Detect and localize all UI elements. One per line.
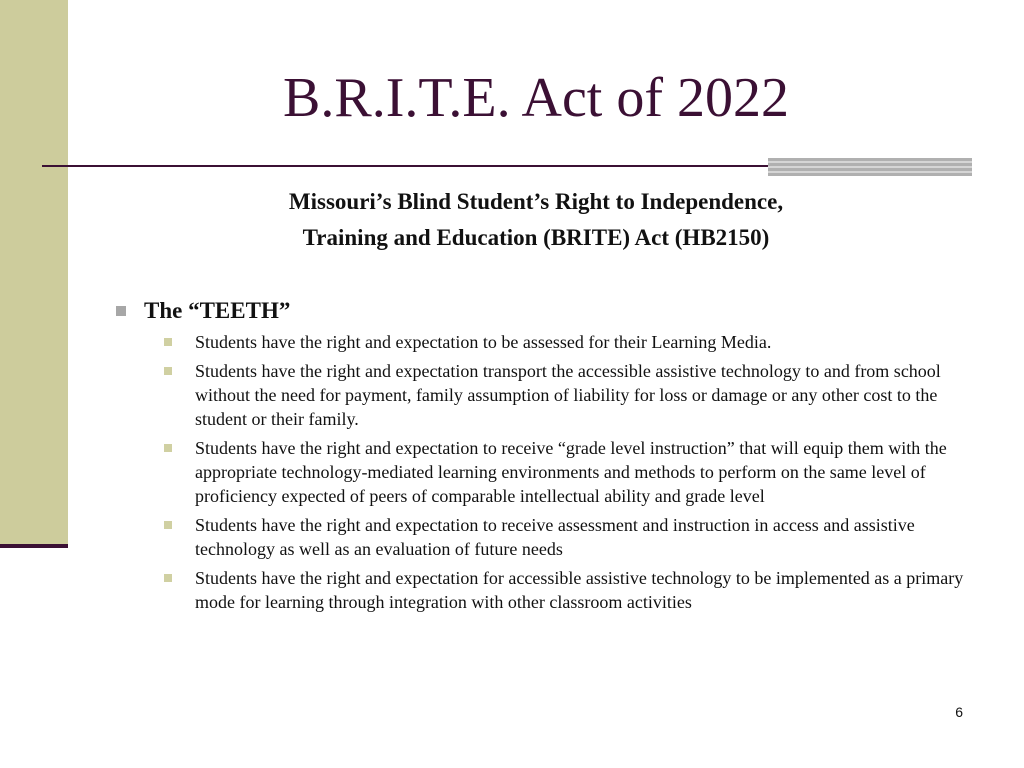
subtitle-line-1: Missouri’s Blind Student’s Right to Independence, xyxy=(288,189,784,214)
bullet-text: Students have the right and expectation transport the accessible assistive technology to and from school without the need for payment, family assumption of liability for loss or damage or any other cost to the student or their family. xyxy=(195,361,941,429)
bullet-list xyxy=(112,330,972,614)
slide-subtitle xyxy=(68,184,1004,256)
square-bullet-icon xyxy=(164,444,172,452)
bullet-text: Students have the right and expectation to receive assessment and instruction in access and assistive technology as well as an evaluation of future needs xyxy=(195,515,915,559)
slide-title: B.R.I.T.E. Act of 2022 xyxy=(282,67,790,129)
list-item xyxy=(112,513,972,561)
bullet-text: Students have the right and expectation for accessible assistive technology to be implemented as a primary mode for learning through integration with other classroom activities xyxy=(195,568,964,612)
left-decorative-band xyxy=(0,0,68,545)
section-heading: The “TEETH” xyxy=(144,298,291,323)
list-item xyxy=(112,436,972,508)
bullet-text: Students have the right and expectation to be assessed for their Learning Media. xyxy=(195,332,772,352)
square-bullet-icon xyxy=(164,521,172,529)
list-item xyxy=(112,359,972,431)
left-band-rule xyxy=(0,544,68,548)
list-item xyxy=(112,330,972,354)
square-bullet-icon xyxy=(164,367,172,375)
square-bullet-icon xyxy=(164,574,172,582)
square-bullet-icon xyxy=(164,338,172,346)
page-number: 6 xyxy=(955,704,963,720)
title-divider-accent xyxy=(768,158,972,176)
slide-content xyxy=(112,296,972,619)
section-heading-item xyxy=(112,296,972,326)
list-item xyxy=(112,566,972,614)
subtitle-line-2: Training and Education (BRITE) Act (HB2150) xyxy=(302,225,770,250)
bullet-text: Students have the right and expectation to receive “grade level instruction” that will equip them with the appropriate technology-mediated learning environments and methods to perform on the same level of proficiency expected of peers of comparable intellectual ability and grade level xyxy=(195,438,947,506)
square-bullet-icon xyxy=(116,306,126,316)
